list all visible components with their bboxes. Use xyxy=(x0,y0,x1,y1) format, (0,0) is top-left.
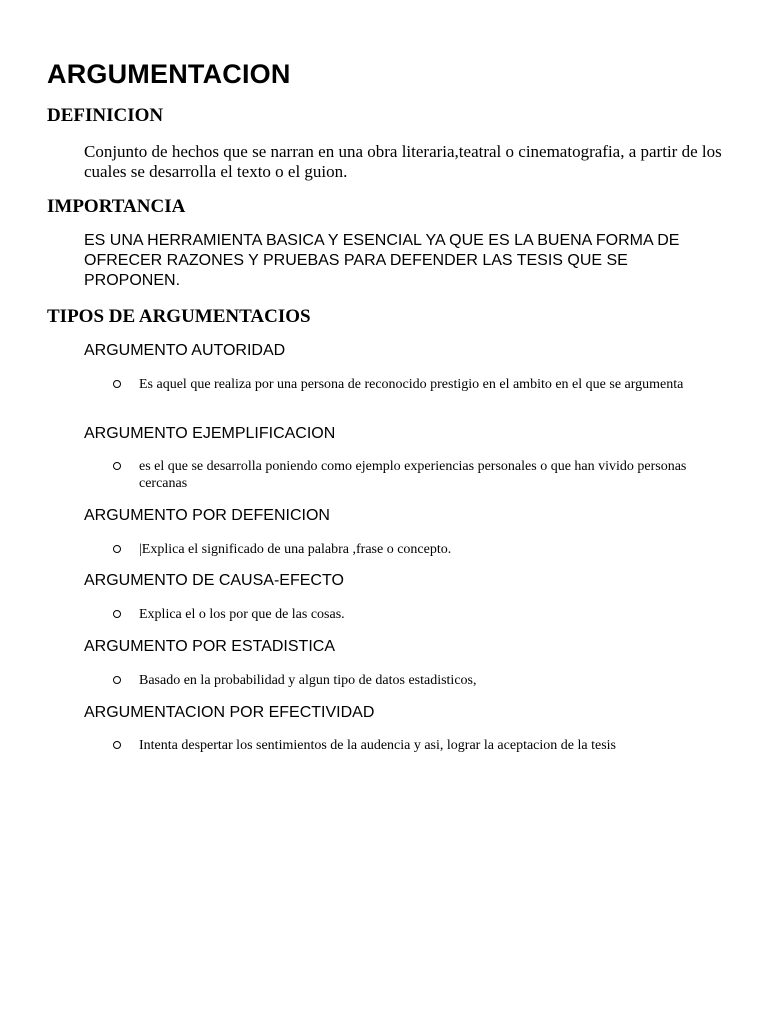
hollow-circle-bullet-icon xyxy=(113,676,121,684)
hollow-circle-bullet-icon xyxy=(113,380,121,388)
tipo-title-efectividad: ARGUMENTACION POR EFECTIVIDAD xyxy=(84,704,375,721)
tipo-bullet-causa-efecto: Explica el o los por que de las cosas. xyxy=(139,607,345,622)
heading-importancia: IMPORTANCIA xyxy=(47,196,186,217)
document-title: ARGUMENTACION xyxy=(47,59,291,89)
definicion-paragraph: Conjunto de hechos que se narran en una obra literaria,teatral o cinematografia, a partir de los cuales se desarrolla el texto o el guion. xyxy=(84,142,722,181)
tipo-bullet-efectividad: Intenta despertar los sentimientos de la audencia y asi, lograr la aceptacion de la tesis xyxy=(139,738,616,753)
hollow-circle-bullet-icon xyxy=(113,462,121,470)
tipo-bullet-autoridad: Es aquel que realiza por una persona de reconocido prestigio en el ambito en el que se argumenta xyxy=(139,377,684,392)
tipo-title-causa-efecto: ARGUMENTO DE CAUSA-EFECTO xyxy=(84,572,344,589)
tipo-title-ejemplificacion: ARGUMENTO EJEMPLIFICACION xyxy=(84,425,336,442)
heading-definicion: DEFINICION xyxy=(47,105,164,126)
hollow-circle-bullet-icon xyxy=(113,741,121,749)
tipo-title-autoridad: ARGUMENTO AUTORIDAD xyxy=(84,342,286,359)
hollow-circle-bullet-icon xyxy=(113,545,121,553)
tipo-bullet-defenicion: |Explica el significado de una palabra ,frase o concepto. xyxy=(139,542,452,557)
tipo-title-estadistica: ARGUMENTO POR ESTADISTICA xyxy=(84,638,335,655)
tipo-bullet-estadistica: Basado en la probabilidad y algun tipo de datos estadisticos, xyxy=(139,673,477,688)
heading-tipos: TIPOS DE ARGUMENTACIOS xyxy=(47,306,311,327)
hollow-circle-bullet-icon xyxy=(113,610,121,618)
tipo-bullet-ejemplificacion: es el que se desarrolla poniendo como ejemplo experiencias personales o que han vivido personas cercanas xyxy=(139,459,687,491)
tipo-title-defenicion: ARGUMENTO POR DEFENICION xyxy=(84,507,330,524)
importancia-paragraph: ES UNA HERRAMIENTA BASICA Y ESENCIAL YA QUE ES LA BUENA FORMA DE OFRECER RAZONES Y PRUEBAS PARA DEFENDER LAS TESIS QUE SE PROPONEN. xyxy=(84,232,680,289)
